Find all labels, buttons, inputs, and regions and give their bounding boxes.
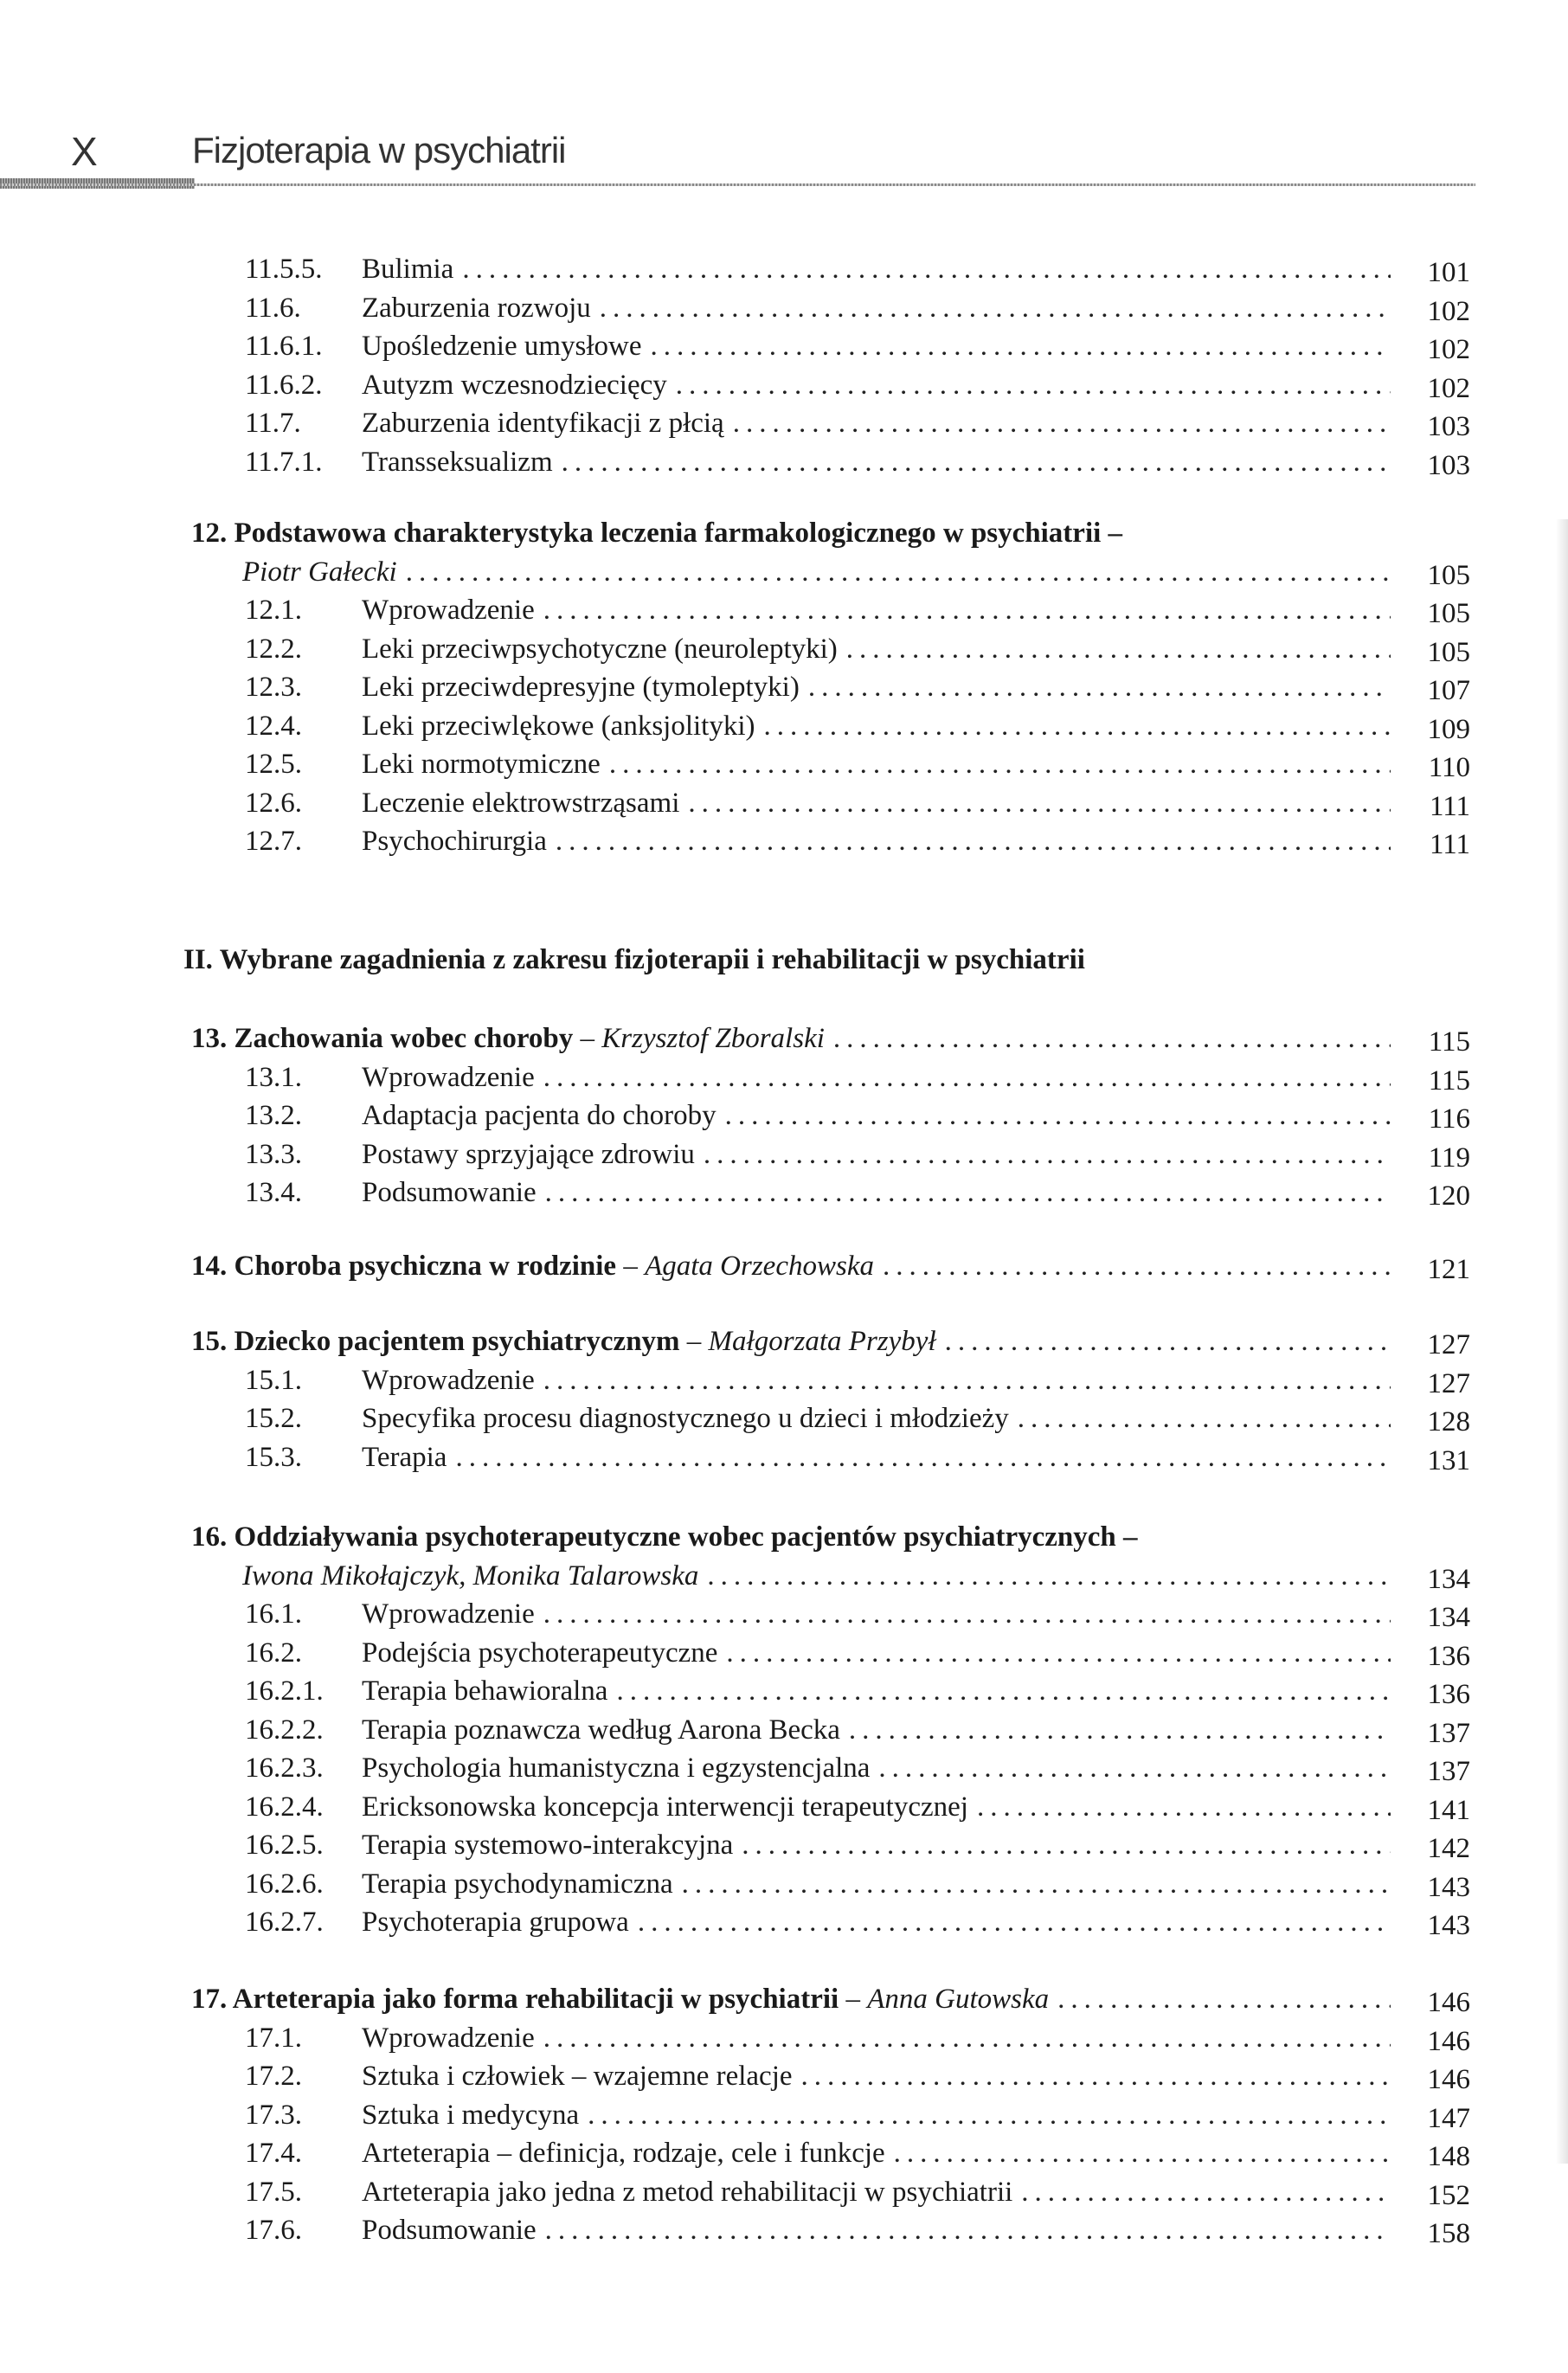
entry-number: 15.2. (245, 1403, 302, 1434)
entry-number: 11.5.5. (245, 254, 323, 285)
entry-title-line (362, 2173, 1391, 2212)
entry-title-line (242, 553, 1391, 592)
toc-entry[interactable] (0, 1438, 1568, 1477)
page-number: 116 (1428, 1103, 1470, 1135)
toc-entry[interactable] (0, 553, 1568, 592)
page-number: 146 (1427, 2064, 1470, 2095)
chapter-title-text: II. Wybrane zagadnienia z zakresu fizjoterapii i rehabilitacji w psychiatrii (183, 944, 1085, 975)
toc-entry[interactable] (0, 1595, 1568, 1634)
dot-leader (849, 1711, 1391, 1750)
dot-leader (406, 553, 1391, 592)
dot-leader (543, 1595, 1391, 1634)
entry-number: 17.5. (245, 2176, 302, 2208)
author-dash: – (679, 1326, 709, 1357)
page-number: 107 (1427, 675, 1470, 706)
entry-number: 15.1. (245, 1364, 302, 1396)
entry-title: Upośledzenie umysłowe (362, 331, 642, 362)
toc-entry[interactable] (0, 1865, 1568, 1904)
author-dash: – (573, 1023, 602, 1054)
entry-number: 16.2.7. (245, 1907, 324, 1938)
entry-title-line (362, 250, 1391, 289)
page-number: 128 (1427, 1406, 1470, 1437)
page-number: 109 (1427, 713, 1470, 745)
toc-entry[interactable] (0, 1903, 1568, 1942)
entry-title-line (362, 2096, 1391, 2135)
entry-title-line (362, 707, 1391, 746)
dot-leader (726, 1634, 1391, 1673)
entry-number: 16.2.2. (245, 1714, 324, 1746)
toc-entry[interactable] (0, 2096, 1568, 2135)
entry-number: 16.1. (245, 1598, 302, 1630)
page-number: 137 (1427, 1717, 1470, 1749)
toc-entry[interactable] (0, 1749, 1568, 1788)
page-number: 131 (1427, 1444, 1470, 1476)
entry-title-line (362, 1865, 1391, 1904)
entry-title: Adaptacja pacjenta do choroby (362, 1100, 717, 1131)
entry-title: Psychoterapia grupowa (362, 1907, 629, 1938)
chapter-title (191, 1518, 1147, 1557)
dot-leader (894, 2134, 1391, 2173)
entry-title-line (362, 2057, 1391, 2096)
page-number: 101 (1427, 257, 1470, 288)
entry-title-line (362, 1634, 1391, 1673)
chapter-title (191, 514, 1131, 553)
entry-title: Terapia behawioralna (362, 1675, 608, 1707)
chapter-title-text: 13. Zachowania wobec choroby (191, 1023, 574, 1054)
chapter-title-text: 17. Arteterapia jako forma rehabilitacji w psychiatrii (191, 1984, 839, 2015)
chapter-title (191, 1322, 945, 1361)
page-number: 105 (1427, 598, 1470, 629)
entry-title-line (191, 1019, 1391, 1058)
dot-leader (588, 2096, 1391, 2135)
dot-leader (846, 630, 1391, 669)
chapter-title (191, 1980, 1057, 2019)
entry-title-line (362, 289, 1391, 328)
toc-entry[interactable] (0, 250, 1568, 289)
entry-number: 16.2. (245, 1637, 302, 1669)
chapter-author: Małgorzata Przybył (708, 1326, 936, 1357)
toc-entry[interactable] (0, 1634, 1568, 1673)
dot-leader (543, 1058, 1391, 1097)
entry-title-line (362, 1058, 1391, 1097)
entry-title-line (362, 1399, 1391, 1438)
page-number: 146 (1427, 2025, 1470, 2057)
entry-number: 11.7.1. (245, 446, 323, 478)
entry-number: 12.5. (245, 749, 302, 780)
entry-title: Psychochirurgia (362, 826, 547, 857)
entry-title: Terapia (362, 1441, 447, 1473)
dot-leader (1057, 1980, 1391, 2019)
entry-title-line (362, 1096, 1391, 1135)
entry-title: Autyzm wczesnodziecięcy (362, 369, 667, 401)
entry-title-line (191, 514, 1391, 553)
entry-title-line (362, 591, 1391, 630)
entry-title: Wprowadzenie (362, 1364, 535, 1396)
chapter-author: Krzysztof Zboralski (601, 1023, 825, 1054)
entry-title-line (191, 1322, 1391, 1361)
entry-number: 15.3. (245, 1441, 302, 1473)
dot-leader (682, 1865, 1391, 1904)
entry-number: 12.2. (245, 633, 302, 665)
page-number: 121 (1427, 1254, 1470, 1285)
entry-title: Zaburzenia identyfikacji z płcią (362, 408, 724, 439)
toc-section (0, 1980, 1568, 2250)
page-number: 137 (1427, 1756, 1470, 1787)
dot-leader (725, 1096, 1391, 1135)
page-number: 134 (1427, 1563, 1470, 1595)
entry-title: Terapia psychodynamiczna (362, 1868, 673, 1900)
chapter-author: Anna Gutowska (867, 1984, 1050, 2015)
entry-title: Wprowadzenie (362, 595, 535, 626)
entry-title-line (183, 941, 1391, 980)
author-dash: – (616, 1251, 646, 1282)
entry-number: 13.4. (245, 1177, 302, 1208)
dot-leader (945, 1322, 1391, 1361)
entry-title-line (362, 327, 1391, 366)
dot-leader (1018, 1399, 1391, 1438)
toc-entry[interactable] (0, 514, 1568, 553)
entry-title: Sztuka i człowiek – wzajemne relacje (362, 2061, 793, 2092)
dot-leader (733, 404, 1391, 443)
entry-number: 13.2. (245, 1100, 302, 1131)
entry-number: 11.6. (245, 292, 301, 324)
chapter-title-text: 12. Podstawowa charakterystyka leczenia farmakologicznego w psychiatrii – (191, 518, 1123, 549)
dot-leader (764, 707, 1391, 746)
chapter-title (191, 1247, 883, 1286)
entry-title-line (242, 1557, 1391, 1596)
entry-number: 12.7. (245, 826, 302, 857)
entry-title-line (362, 1749, 1391, 1788)
entry-title-line (362, 745, 1391, 784)
page-number: 127 (1427, 1329, 1470, 1360)
entry-title-line (362, 630, 1391, 669)
chapter-title-text: 15. Dziecko pacjentem psychiatrycznym (191, 1326, 680, 1357)
entry-number: 16.2.4. (245, 1791, 324, 1823)
dot-leader (543, 2019, 1391, 2058)
toc-entry[interactable] (0, 1711, 1568, 1750)
entry-title-line (362, 1826, 1391, 1865)
entry-number: 17.3. (245, 2099, 302, 2131)
entry-title: Podejścia psychoterapeutyczne (362, 1637, 718, 1669)
entry-number: 16.2.1. (245, 1675, 324, 1707)
toc-entry[interactable] (0, 707, 1568, 746)
entry-title: Bulimia (362, 254, 454, 285)
entry-title-line (191, 1980, 1391, 2019)
chapter-mark: X (71, 129, 98, 174)
toc-section (0, 1019, 1568, 1212)
entry-title: Terapia systemowo-interakcyjna (362, 1830, 734, 1861)
toc-entry[interactable] (0, 2173, 1568, 2212)
dot-leader (556, 822, 1391, 861)
entry-title: Ericksonowska koncepcja interwencji terapeutycznej (362, 1791, 968, 1823)
entry-title: Leki normotymiczne (362, 749, 601, 780)
entry-title: Podsumowanie (362, 1177, 537, 1208)
entry-number: 13.1. (245, 1061, 302, 1093)
chapter-author: Iwona Mikołajczyk, Monika Talarowska (242, 1559, 699, 1592)
page-number: 105 (1427, 636, 1470, 668)
entry-title: Wprowadzenie (362, 1061, 535, 1093)
entry-title: Leczenie elektrowstrząsami (362, 787, 680, 819)
page-number: 147 (1427, 2102, 1470, 2134)
dot-leader (609, 745, 1391, 784)
dot-leader (688, 784, 1391, 823)
entry-title: Wprowadzenie (362, 1598, 535, 1630)
entry-number: 11.7. (245, 408, 301, 439)
chapter-title (191, 1019, 833, 1058)
entry-title-line (362, 1135, 1391, 1174)
entry-title-line (362, 1438, 1391, 1477)
toc-entry[interactable] (0, 1096, 1568, 1135)
entry-title-line (362, 2211, 1391, 2250)
toc-entry[interactable] (0, 327, 1568, 366)
toc-entry[interactable] (0, 2057, 1568, 2096)
entry-title: Podsumowanie (362, 2215, 537, 2246)
toc-entry[interactable] (0, 1826, 1568, 1865)
page-number: 103 (1427, 449, 1470, 481)
dot-leader (676, 366, 1391, 405)
entry-title-line (362, 1361, 1391, 1400)
toc-entry[interactable] (0, 668, 1568, 707)
entry-number: 13.3. (245, 1138, 302, 1170)
toc-entry[interactable] (0, 1672, 1568, 1711)
toc-entry[interactable] (0, 822, 1568, 861)
entry-title-line (362, 443, 1391, 482)
toc-entry[interactable] (0, 2134, 1568, 2173)
page-number: 119 (1428, 1141, 1470, 1174)
toc-entry[interactable] (0, 1135, 1568, 1174)
toc-entry[interactable] (0, 1518, 1568, 1557)
toc-section (0, 250, 1568, 481)
entry-title: Arteterapia – definicja, rodzaje, cele i funkcje (362, 2138, 885, 2169)
page-number: 127 (1427, 1367, 1470, 1399)
page-number: 141 (1427, 1794, 1470, 1826)
toc-entry[interactable] (0, 1019, 1568, 1058)
toc-entry[interactable] (0, 1322, 1568, 1361)
entry-number: 12.1. (245, 595, 302, 626)
chapter-title (183, 941, 1094, 980)
page-number: 143 (1427, 1910, 1470, 1941)
toc-entry[interactable] (0, 443, 1568, 482)
page-number: 158 (1427, 2218, 1470, 2249)
dot-leader (1021, 2173, 1391, 2212)
running-header-title: Fizjoterapia w psychiatrii (192, 130, 566, 170)
page-number: 115 (1428, 1026, 1470, 1058)
dot-leader (462, 250, 1391, 289)
dot-leader (638, 1903, 1391, 1942)
page-number: 110 (1428, 752, 1470, 783)
page-number: 102 (1427, 372, 1470, 404)
entry-title: Wprowadzenie (362, 2022, 535, 2054)
entry-number: 16.2.3. (245, 1752, 324, 1784)
entry-title-line (362, 1595, 1391, 1634)
entry-number: 16.2.5. (245, 1830, 324, 1861)
chapter-title-text: 14. Choroba psychiczna w rodzinie (191, 1251, 617, 1282)
entry-title-line (362, 784, 1391, 823)
entry-title-line (362, 822, 1391, 861)
entry-title-line (362, 1672, 1391, 1711)
entry-title: Zaburzenia rozwoju (362, 292, 591, 324)
entry-title: Leki przeciwlękowe (anksjolityki) (362, 710, 755, 742)
dot-leader (704, 1135, 1391, 1174)
entry-title-line (362, 1174, 1391, 1212)
dot-leader (455, 1438, 1391, 1477)
toc-entry[interactable] (0, 784, 1568, 823)
toc-entry[interactable] (0, 2019, 1568, 2058)
chapter-author: Agata Orzechowska (645, 1251, 874, 1282)
page-number: 105 (1427, 559, 1470, 591)
toc-entry[interactable] (0, 1247, 1568, 1286)
entry-title-line (362, 668, 1391, 707)
entry-title-line (362, 2134, 1391, 2173)
toc-entry[interactable] (0, 289, 1568, 328)
page-number: 102 (1427, 334, 1470, 365)
chapter-author: Piotr Gałecki (242, 556, 397, 588)
toc-section (0, 941, 1568, 980)
dot-leader (801, 2057, 1391, 2096)
page-number: 152 (1427, 2179, 1470, 2211)
entry-title-line (362, 2019, 1391, 2058)
dot-leader (651, 327, 1391, 366)
header-rule (0, 183, 1475, 186)
entry-number: 12.4. (245, 710, 302, 742)
toc-entry[interactable] (0, 1788, 1568, 1827)
page-number: 136 (1427, 1679, 1470, 1710)
chapter-title-text: 16. Oddziaływania psychoterapeutyczne wobec pacjentów psychiatrycznych – (191, 1521, 1138, 1553)
page-number: 146 (1427, 1987, 1470, 2018)
entry-title-line (362, 366, 1391, 405)
dot-leader (707, 1557, 1391, 1596)
toc-entry[interactable] (0, 2211, 1568, 2250)
toc-section (0, 1247, 1568, 1286)
page-number: 142 (1427, 1833, 1470, 1864)
entry-number: 12.6. (245, 787, 302, 819)
entry-title: Arteterapia jako jedna z metod rehabilitacji w psychiatrii (362, 2176, 1013, 2208)
page-number: 111 (1429, 829, 1470, 860)
dot-leader (977, 1788, 1391, 1827)
entry-title-line (362, 1788, 1391, 1827)
entry-title-line (362, 404, 1391, 443)
author-dash: – (839, 1984, 868, 2015)
page-number: 134 (1427, 1602, 1470, 1633)
toc-entry[interactable] (0, 941, 1568, 980)
toc-entry[interactable] (0, 404, 1568, 443)
toc-entry[interactable] (0, 1399, 1568, 1438)
entry-number: 17.4. (245, 2138, 302, 2169)
dot-leader (616, 1672, 1391, 1711)
page-number: 115 (1428, 1064, 1470, 1096)
toc-section (0, 514, 1568, 861)
toc-entry[interactable] (0, 1980, 1568, 2019)
dot-leader (545, 2211, 1391, 2250)
entry-title-line (191, 1247, 1391, 1286)
entry-title: Specyfika procesu diagnostycznego u dzieci i młodzieży (362, 1403, 1009, 1434)
dot-leader (543, 591, 1391, 630)
toc-entry[interactable] (0, 630, 1568, 669)
entry-title-line (362, 1903, 1391, 1942)
dot-leader (808, 668, 1391, 707)
entry-number: 11.6.1. (245, 331, 323, 362)
page-number: 103 (1427, 411, 1470, 442)
entry-number: 17.1. (245, 2022, 302, 2054)
toc-section (0, 1322, 1568, 1476)
page-number: 136 (1427, 1640, 1470, 1672)
dot-leader (543, 1361, 1391, 1400)
entry-title: Transseksualizm (362, 446, 553, 478)
toc-entry[interactable] (0, 1557, 1568, 1596)
entry-number: 12.3. (245, 672, 302, 703)
dot-leader (600, 289, 1391, 328)
dot-leader (742, 1826, 1391, 1865)
toc-entry[interactable] (0, 745, 1568, 784)
entry-number: 11.6.2. (245, 369, 323, 401)
page-number: 143 (1427, 1871, 1470, 1903)
toc-entry[interactable] (0, 1361, 1568, 1400)
entry-number: 17.6. (245, 2215, 302, 2246)
page-number: 148 (1427, 2141, 1470, 2172)
page-number: 102 (1427, 295, 1470, 327)
entry-number: 17.2. (245, 2061, 302, 2092)
toc-entry[interactable] (0, 1058, 1568, 1097)
entry-title: Psychologia humanistyczna i egzystencjalna (362, 1752, 871, 1784)
entry-title-line (191, 1518, 1391, 1557)
dot-leader (545, 1174, 1391, 1212)
toc-entry[interactable] (0, 366, 1568, 405)
entry-number: 16.2.6. (245, 1868, 324, 1900)
page-number: 120 (1427, 1180, 1470, 1212)
dot-leader (878, 1749, 1391, 1788)
entry-title: Postawy sprzyjające zdrowiu (362, 1138, 695, 1170)
toc-entry[interactable] (0, 591, 1568, 630)
entry-title: Terapia poznawcza według Aarona Becka (362, 1714, 840, 1746)
entry-title: Sztuka i medycyna (362, 2099, 580, 2131)
page-number: 111 (1429, 790, 1470, 822)
dot-leader (883, 1247, 1391, 1286)
entry-title: Leki przeciwdepresyjne (tymoleptyki) (362, 672, 800, 703)
dot-leader (562, 443, 1391, 482)
dot-leader (833, 1019, 1391, 1058)
toc-entry[interactable] (0, 1174, 1568, 1212)
entry-title-line (362, 1711, 1391, 1750)
toc-section (0, 1518, 1568, 1942)
entry-title: Leki przeciwpsychotyczne (neuroleptyki) (362, 633, 838, 665)
